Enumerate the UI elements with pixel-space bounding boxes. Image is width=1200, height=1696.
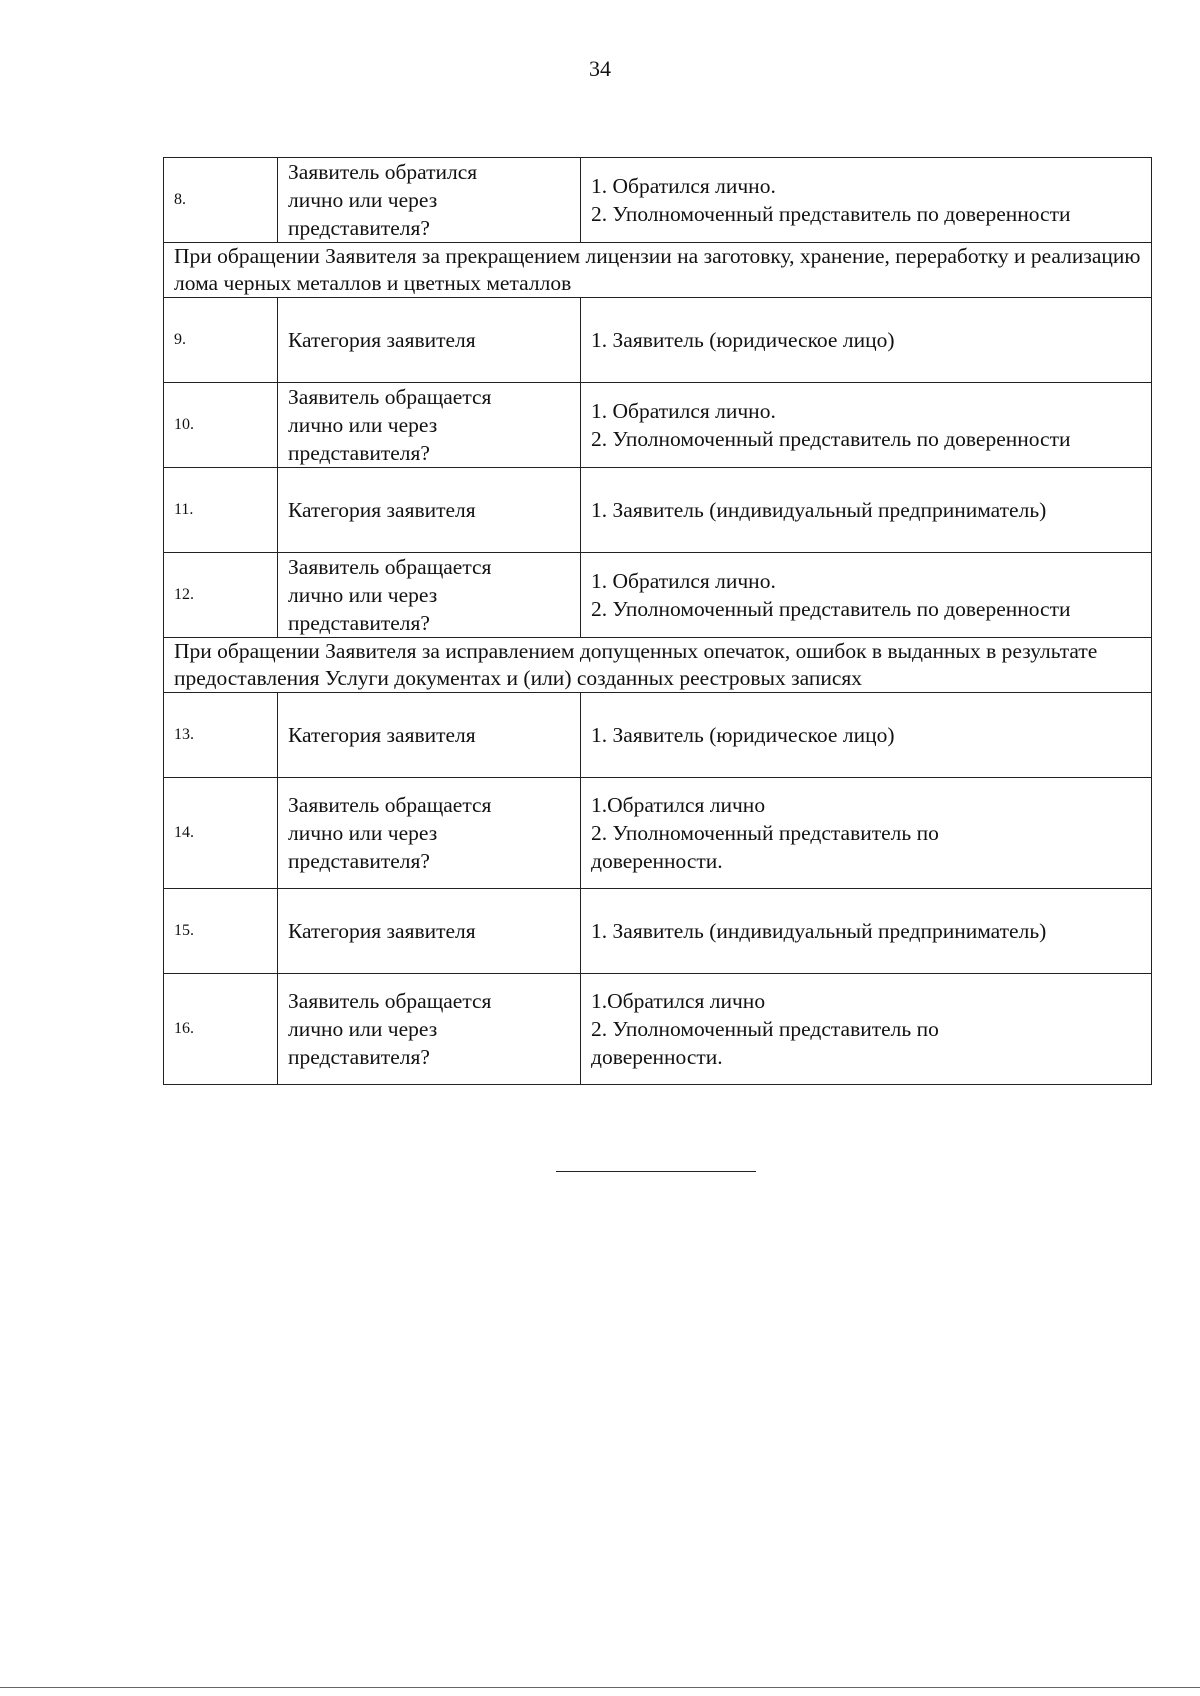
question-cell <box>278 889 581 974</box>
answer-option: 2. Уполномоченный представитель по доверенности <box>591 427 1071 451</box>
question-line: Категория заявителя <box>288 919 476 943</box>
table-row <box>164 468 1152 553</box>
question-line: Заявитель обращается <box>288 989 492 1013</box>
answer-cell <box>581 298 1152 383</box>
question-line: Заявитель обратился <box>288 160 478 184</box>
row-number: 15. <box>164 889 278 974</box>
answer-option: 1. Заявитель (индивидуальный предприниматель) <box>591 919 1047 943</box>
question-cell <box>278 693 581 778</box>
answer-cell <box>581 974 1152 1085</box>
question-line: Категория заявителя <box>288 723 476 747</box>
row-number: 13. <box>164 693 278 778</box>
question-cell <box>278 553 581 638</box>
answer-option: 2. Уполномоченный представитель по доверенности <box>591 597 1071 621</box>
question-line: лично или через <box>288 821 438 845</box>
answer-option: 2. Уполномоченный представитель по <box>591 821 939 845</box>
question-cell <box>278 778 581 889</box>
question-line: представителя? <box>288 216 430 240</box>
row-number: 11. <box>164 468 278 553</box>
answer-option: 1. Заявитель (индивидуальный предприниматель) <box>591 498 1047 522</box>
table-row <box>164 693 1152 778</box>
section-header-row <box>164 638 1152 693</box>
answer-option: доверенности. <box>591 1045 723 1069</box>
table-row <box>164 158 1152 243</box>
answer-cell <box>581 158 1152 243</box>
question-line: представителя? <box>288 441 430 465</box>
question-line: Категория заявителя <box>288 328 476 352</box>
question-cell <box>278 298 581 383</box>
table-body <box>164 158 1152 1085</box>
scan-edge-line <box>0 1687 1200 1688</box>
page-number: 34 <box>589 56 611 81</box>
section-header-text: При обращении Заявителя за прекращением лицензии на заготовку, хранение, переработку и реализацию лома черных металлов и цветных металлов <box>164 243 1152 298</box>
table-row <box>164 553 1152 638</box>
row-number: 10. <box>164 383 278 468</box>
answer-option: 2. Уполномоченный представитель по доверенности <box>591 202 1071 226</box>
question-line: лично или через <box>288 413 438 437</box>
question-line: лично или через <box>288 1017 438 1041</box>
table-row <box>164 383 1152 468</box>
section-header-row <box>164 243 1152 298</box>
question-line: представителя? <box>288 1045 430 1069</box>
row-number: 16. <box>164 974 278 1085</box>
question-line: лично или через <box>288 188 438 212</box>
section-header-text: При обращении Заявителя за исправлением допущенных опечаток, ошибок в выданных в результате предоставления Услуги документах и (или) созданных реестровых записях <box>164 638 1152 693</box>
question-line: представителя? <box>288 611 430 635</box>
answer-cell <box>581 778 1152 889</box>
question-line: Заявитель обращается <box>288 793 492 817</box>
row-number: 8. <box>164 158 278 243</box>
question-cell <box>278 468 581 553</box>
table-row <box>164 889 1152 974</box>
table-row <box>164 778 1152 889</box>
question-line: Заявитель обращается <box>288 555 492 579</box>
answer-option: 1.Обратился лично <box>591 989 766 1013</box>
answer-option: 1. Заявитель (юридическое лицо) <box>591 328 895 352</box>
answer-option: 1. Заявитель (юридическое лицо) <box>591 723 895 747</box>
end-of-document-rule <box>556 1171 756 1172</box>
answer-option: 2. Уполномоченный представитель по <box>591 1017 939 1041</box>
answer-option: 1. Обратился лично. <box>591 569 776 593</box>
question-cell <box>278 974 581 1085</box>
answer-cell <box>581 693 1152 778</box>
table-row <box>164 974 1152 1085</box>
question-line: Категория заявителя <box>288 498 476 522</box>
question-line: представителя? <box>288 849 430 873</box>
answer-option: 1.Обратился лично <box>591 793 766 817</box>
question-cell <box>278 383 581 468</box>
question-cell <box>278 158 581 243</box>
applicant-options-table <box>163 157 1152 1085</box>
row-number: 9. <box>164 298 278 383</box>
row-number: 12. <box>164 553 278 638</box>
answer-cell <box>581 468 1152 553</box>
answer-option: 1. Обратился лично. <box>591 174 776 198</box>
answer-cell <box>581 383 1152 468</box>
table-row <box>164 298 1152 383</box>
row-number: 14. <box>164 778 278 889</box>
answer-cell <box>581 889 1152 974</box>
answer-cell <box>581 553 1152 638</box>
answer-option: 1. Обратился лично. <box>591 399 776 423</box>
answer-option: доверенности. <box>591 849 723 873</box>
question-line: Заявитель обращается <box>288 385 492 409</box>
question-line: лично или через <box>288 583 438 607</box>
